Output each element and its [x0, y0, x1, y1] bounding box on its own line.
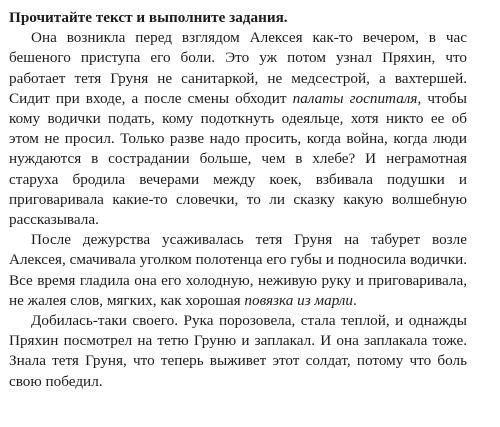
paragraph-2-text-a: После дежурства усаживалась тетя Груня на табурет возле Алексея, смачивала уголком полотенца его губы и подносила водички. Все время гладила она его холодную, неживую руку и приговаривала, не жалея слов, мягких, как хорошая — [9, 231, 467, 309]
paragraph-3 — [9, 311, 467, 392]
paragraph-3-text: Добилась-таки своего. Рука порозовела, стала теплой, и однажды Пряхин посмотрел на тетю Груню и заплакал. И она заплакала тоже. Знала тетя Груня, что теперь выживет этот солдат, потому что боль свою победил. — [9, 312, 467, 390]
task-heading: Прочитайте текст и выполните задания. — [9, 9, 288, 26]
paragraph-1-text-a: Она возникла перед взглядом Алексея как-то вечером, в час бешеного приступа его боли. Это уж потом узнал Пряхин, что работает тетя Груня не санитаркой, не медсестрой, а вахтершей. Сидит при входе, а после смены обходит — [9, 29, 467, 107]
paragraph-2 — [9, 230, 467, 311]
paragraph-1-text-b: , чтобы кому водички подать, кому подоткнуть одеяльце, хотя никто ее об этом не просил. Только разве надо просить, когда война, когда люди нуждаются в сострадании больше, чем в хлебе? И неграмотная старуха бродила вечерами между коек, взбивала подушки и приговаривала какие-то словечки, то ли сказку какую волшебную рассказывала. — [9, 89, 467, 229]
paragraph-1 — [9, 28, 467, 230]
paragraph-2-text-b: . — [352, 291, 357, 309]
italic-phrase-hospital-wards: палаты госпиталя — [292, 89, 418, 107]
document-page — [9, 8, 467, 392]
italic-phrase-gauze-bandage: повязка из марли — [244, 291, 353, 309]
